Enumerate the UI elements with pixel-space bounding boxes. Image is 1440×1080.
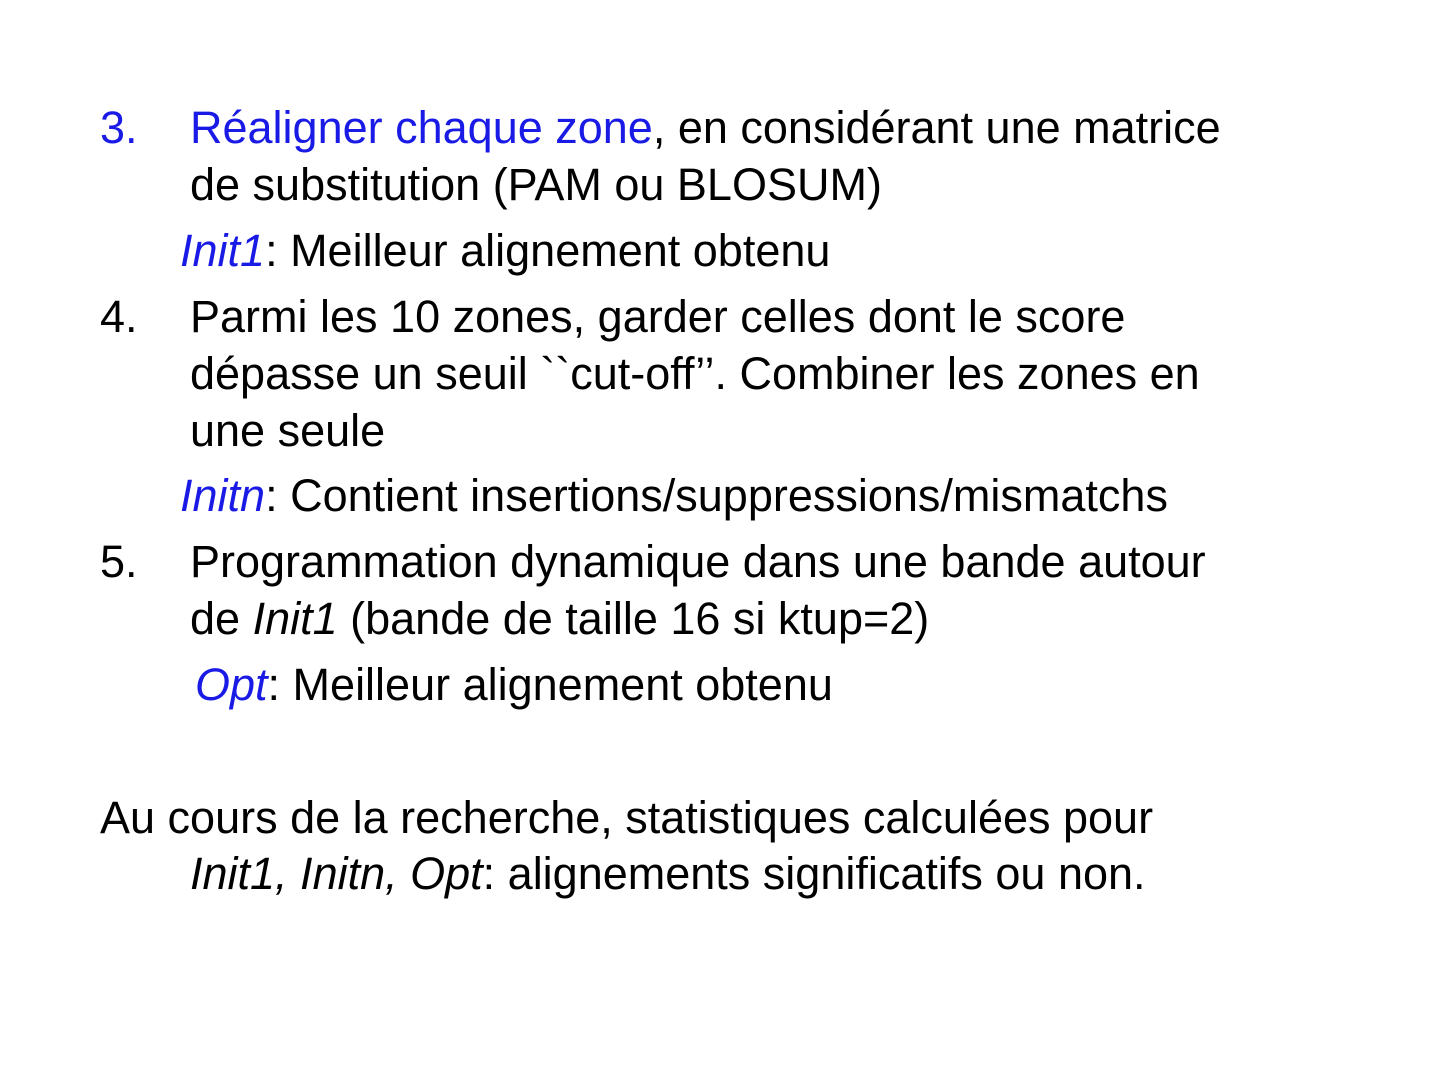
conclusion-terms: Init1, Initn, Opt (190, 848, 483, 899)
item-3-lead: Réaligner chaque zone (190, 102, 653, 153)
item-4-number: 4. (100, 291, 138, 342)
item-4-line-3: une seule (190, 405, 386, 456)
item-3-sub-text: : Meilleur alignement obtenu (265, 225, 831, 276)
item-4-line-1 (100, 289, 1125, 345)
item-5-line-2 (190, 591, 929, 647)
item-4-sub (180, 468, 1168, 524)
item-3-sub-term: Init1 (180, 225, 266, 276)
item-5-line-2-pre: de (190, 593, 253, 644)
item-4-line-1-text: Parmi les 10 zones, garder celles dont le score (190, 291, 1126, 342)
item-3-line-1 (100, 100, 1221, 156)
item-4-line-2: dépasse un seuil ``cut-off’’. Combiner les zones en (190, 348, 1200, 399)
item-5-line-2-post: (bande de taille 16 si ktup=2) (337, 593, 930, 644)
item-5-line-1-text: Programmation dynamique dans une bande autour (190, 536, 1206, 587)
item-3-line-1-rest: , en considérant une matrice (652, 102, 1221, 153)
item-5-sub-text: : Meilleur alignement obtenu (267, 659, 833, 710)
item-5-number: 5. (100, 536, 138, 587)
item-3-number: 3. (100, 102, 138, 153)
conclusion-line-1: Au cours de la recherche, statistiques calculées pour (100, 792, 1154, 843)
item-3-sub (180, 223, 830, 279)
conclusion-line-2 (190, 846, 1146, 902)
conclusion-line-2-rest: : alignements significatifs ou non. (482, 848, 1146, 899)
item-3-line-2: de substitution (PAM ou BLOSUM) (190, 159, 882, 210)
item-5-sub-term: Opt (195, 659, 268, 710)
item-4-sub-text: : Contient insertions/suppressions/mismatchs (265, 470, 1168, 521)
item-4-sub-term: Initn (180, 470, 266, 521)
item-5-line-1 (100, 534, 1206, 590)
item-5-sub (195, 657, 833, 713)
item-5-line-2-term: Init1 (252, 593, 338, 644)
